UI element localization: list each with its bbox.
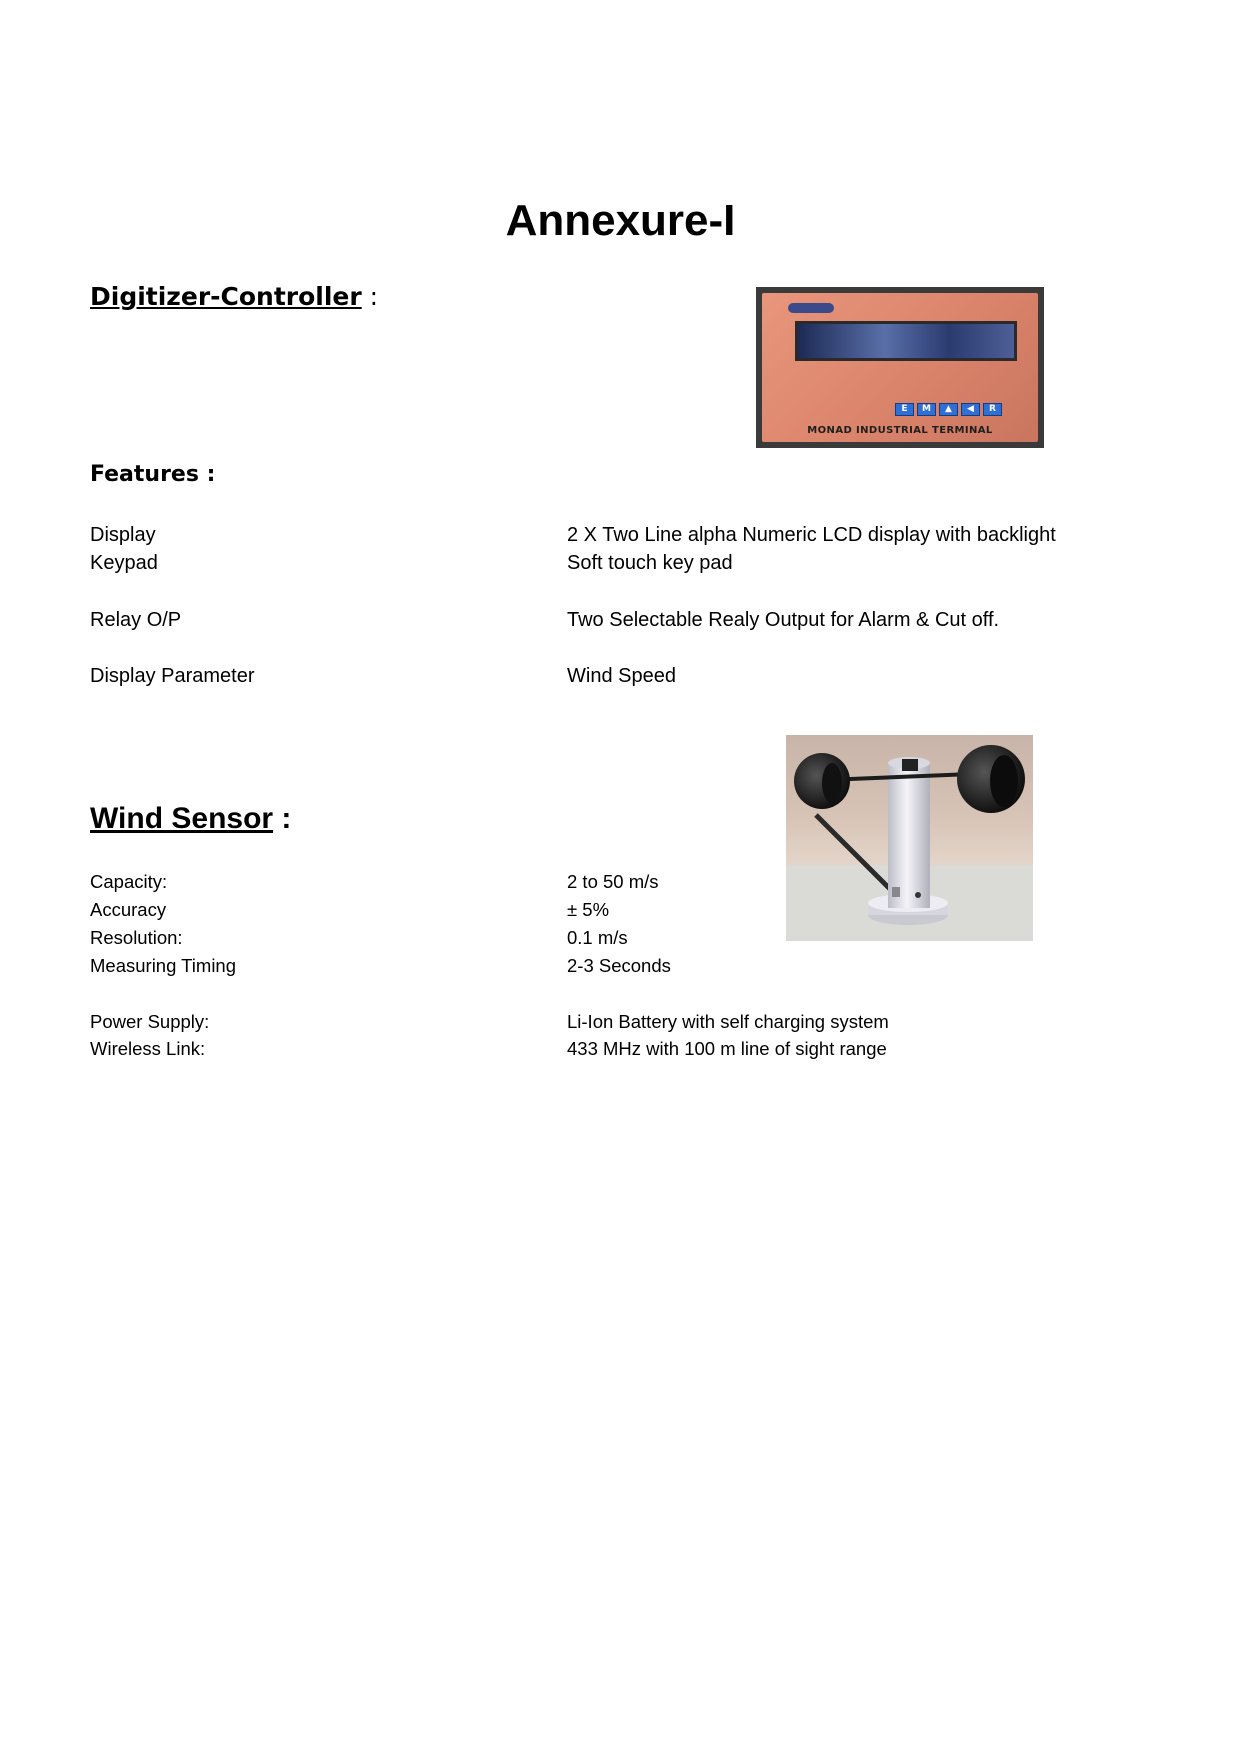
sensor-value-measuring-timing: 2-3 Seconds [567,955,671,976]
sensor-label-capacity: Capacity: [90,871,168,892]
digitizer-heading-text: Digitizer-Controller [90,282,362,311]
sensor-value-resolution: 0.1 m/s [567,927,628,948]
anemometer-icon [786,735,1033,941]
controller-face [762,293,1038,442]
sensor-label-power-supply: Power Supply: [90,1011,210,1032]
features-heading: Features : [90,462,216,487]
controller-lcd-display [795,321,1017,361]
feature-label-display-parameter: Display Parameter [90,665,255,687]
sensor-value-wireless-link: 433 MHz with 100 m line of sight range [567,1038,887,1059]
feature-label-keypad: Keypad [90,552,158,574]
sensor-value-capacity: 2 to 50 m/s [567,871,659,892]
wind-sensor-heading [90,802,291,836]
digitizer-heading-suffix: : [361,282,379,311]
feature-label-display: Display [90,524,156,546]
sensor-label-wireless-link: Wireless Link: [90,1038,206,1059]
sensor-label-measuring-timing: Measuring Timing [90,955,237,976]
controller-keypad [895,403,1002,416]
controller-key-e: E [895,403,914,416]
controller-logo [788,303,834,313]
feature-value-relay: Two Selectable Realy Output for Alarm & Cut off. [567,609,1000,631]
wind-sensor-heading-suffix: : [273,802,292,835]
controller-key-m: M [917,403,936,416]
controller-key-up: ▲ [939,403,958,416]
sensor-label-accuracy: Accuracy [90,899,167,920]
feature-value-display-parameter: Wind Speed [567,665,676,687]
wind-sensor-heading-text: Wind Sensor [90,802,274,835]
wind-sensor-image [786,735,1033,941]
feature-value-display: 2 X Two Line alpha Numeric LCD display with backlight [567,524,1056,546]
digitizer-controller-image [756,287,1044,448]
sensor-value-power-supply: Li-Ion Battery with self charging system [567,1011,889,1032]
digitizer-heading [90,280,378,314]
feature-label-relay: Relay O/P [90,609,182,631]
controller-key-left: ◀ [961,403,980,416]
controller-brand-label: MONAD INDUSTRIAL TERMINAL [807,425,993,436]
sensor-label-resolution: Resolution: [90,927,183,948]
controller-key-r: R [983,403,1002,416]
feature-value-keypad: Soft touch key pad [567,552,733,574]
page-title: Annexure-I [505,196,736,245]
sensor-value-accuracy: ± 5% [567,899,610,920]
